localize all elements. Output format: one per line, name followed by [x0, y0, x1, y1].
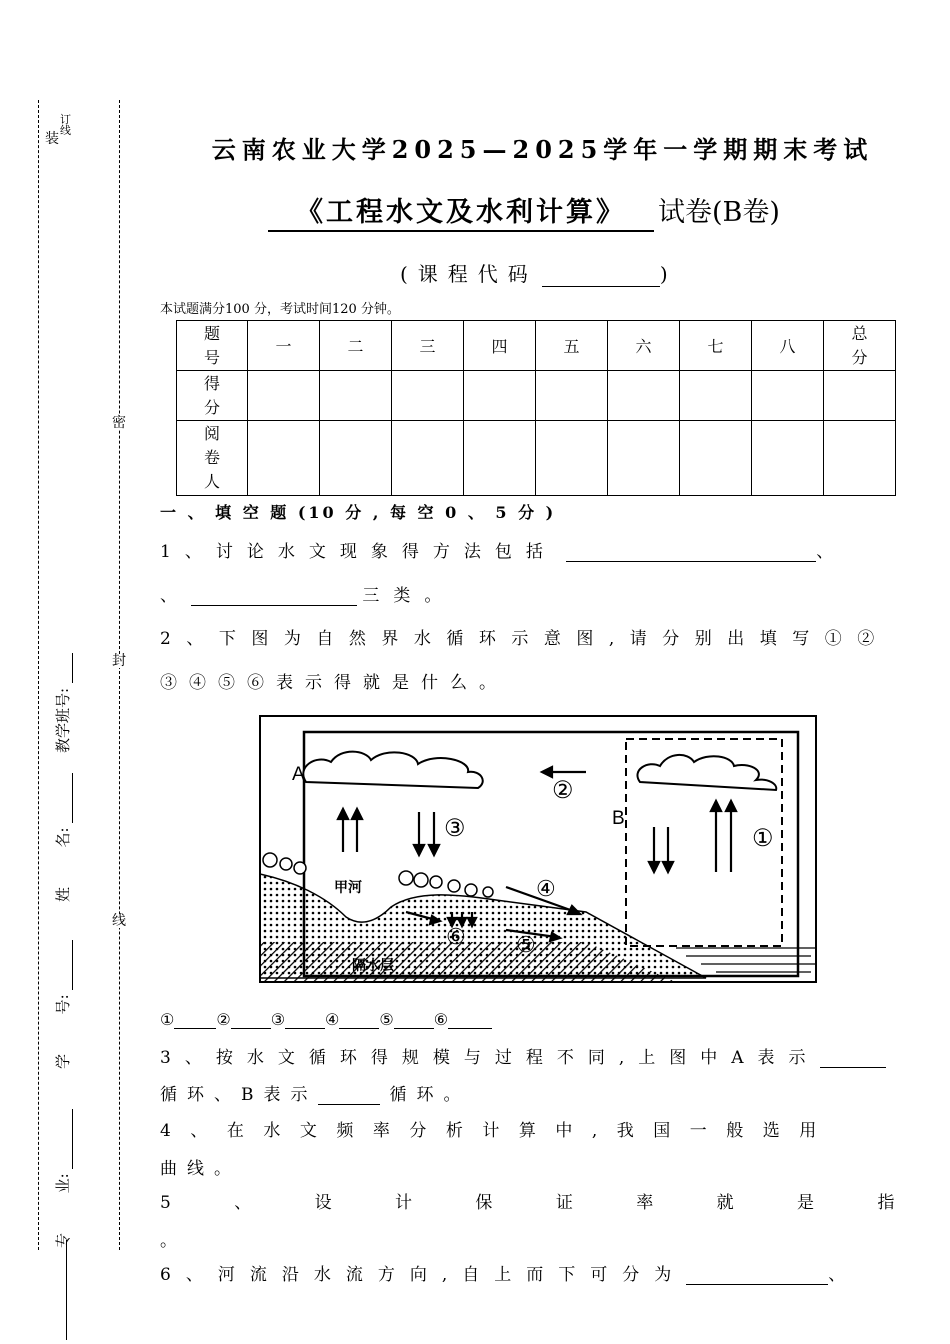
header-cell: 六	[608, 321, 680, 371]
answer-label-3: ③	[270, 1010, 286, 1029]
label-b: B	[612, 808, 625, 829]
grader-cell[interactable]	[392, 421, 464, 496]
q2-line2: ③④⑤⑥表示得就是什么。	[160, 673, 508, 693]
score-header-row	[177, 321, 896, 371]
header-label-total: 总 分	[851, 323, 868, 367]
header-cell: 二	[320, 321, 392, 371]
label-n6: ⑥	[446, 925, 466, 950]
score-cell[interactable]	[608, 371, 680, 421]
q3-line1	[160, 1043, 940, 1068]
field-class: 教学班号:	[54, 687, 72, 754]
grader-cell[interactable]	[680, 421, 752, 496]
score-cell[interactable]	[680, 371, 752, 421]
q5-line1: 5 、 设 计 保 证 率 就 是 指	[160, 1193, 895, 1213]
course-name: 《工程水文及水利计算》	[268, 197, 654, 232]
class-blank[interactable]	[72, 653, 73, 683]
section-heading: 一 、 填 空 题 (10 分 , 每 空 0 、 5 分 )	[160, 503, 557, 522]
q1-end: 三类。	[362, 586, 456, 606]
label-n3: ③	[444, 814, 466, 842]
figure-answer-blanks	[160, 1010, 492, 1029]
q5-line2: 。	[160, 1231, 177, 1251]
q1-blank-1[interactable]	[566, 561, 816, 562]
margin-mi: 密	[112, 415, 126, 431]
answer-blank-1[interactable]	[174, 1028, 216, 1029]
answer-blank-2[interactable]	[231, 1028, 271, 1029]
grader-cell[interactable]	[248, 421, 320, 496]
label-n4: ④	[536, 877, 556, 902]
q6-sep: 、	[828, 1265, 846, 1285]
q3-text3: 循环。	[389, 1085, 471, 1105]
score-cell[interactable]	[320, 371, 392, 421]
paper-label: 试卷(B卷)	[658, 197, 780, 228]
q6-line1	[160, 1260, 845, 1285]
q6-text: 6、河流沿水流方向,自上而下可分为	[160, 1265, 687, 1285]
margin-dingxian: 订线	[60, 113, 71, 137]
header-cell: 三	[392, 321, 464, 371]
score-cell[interactable]	[392, 371, 464, 421]
margin-zhuang: 装	[45, 131, 59, 147]
label-a: A	[292, 764, 305, 785]
header-label-question: 题 号	[203, 323, 220, 367]
major-blank[interactable]	[72, 1109, 73, 1169]
answer-label-1: ①	[160, 1010, 175, 1029]
answer-label-2: ②	[216, 1010, 231, 1029]
answer-blank-3[interactable]	[285, 1028, 325, 1029]
course-code	[400, 258, 668, 287]
grader-row	[177, 421, 896, 496]
q1-sep: 、	[816, 542, 834, 562]
field-name-a: 姓	[54, 887, 72, 903]
row-label-score	[177, 371, 248, 421]
q3-text2: 循环、B表示	[160, 1085, 318, 1105]
answer-label-5: ⑤	[379, 1010, 394, 1029]
answer-blank-5[interactable]	[394, 1028, 434, 1029]
row-label-score-text: 得 分	[203, 373, 220, 417]
q3-blank-1[interactable]	[820, 1067, 886, 1068]
label-n1: ①	[752, 824, 774, 852]
score-cell[interactable]	[464, 371, 536, 421]
q3-text: 3、按水文循环得规模与过程不同,上图中A表示	[160, 1048, 820, 1068]
score-cell[interactable]	[536, 371, 608, 421]
grader-cell[interactable]	[752, 421, 824, 496]
grader-cell[interactable]	[536, 421, 608, 496]
row-label-grader-text: 阅 卷 人	[203, 424, 220, 491]
q1-sep2: 、	[160, 586, 177, 606]
answer-label-6: ⑥	[433, 1010, 449, 1029]
course-code-blank[interactable]	[542, 286, 660, 287]
answer-blank-6[interactable]	[448, 1028, 492, 1029]
header-cell: 四	[464, 321, 536, 371]
exam-title: 云南农业大学2025—2025学年一学期期末考试	[211, 135, 874, 164]
q1-blank-2[interactable]	[191, 605, 357, 606]
grader-cell[interactable]	[464, 421, 536, 496]
water-cycle-figure	[256, 712, 820, 986]
field-major-a: 专	[54, 1232, 72, 1248]
q4-line2: 曲线。	[160, 1159, 241, 1179]
course-code-end: )	[659, 262, 668, 286]
binding-line-right	[119, 100, 120, 1250]
grader-cell[interactable]	[320, 421, 392, 496]
label-n5: ⑤	[516, 933, 536, 958]
label-n2: ②	[552, 776, 574, 804]
score-row	[177, 371, 896, 421]
header-cell: 七	[680, 321, 752, 371]
q3-blank-2[interactable]	[318, 1104, 380, 1105]
binding-line-left	[38, 100, 39, 1250]
header-cell-question	[177, 321, 248, 371]
label-river: 甲河	[334, 880, 362, 896]
field-name-b: 名:	[54, 827, 72, 848]
margin-feng: 封	[112, 653, 126, 669]
grader-cell[interactable]	[608, 421, 680, 496]
score-cell[interactable]	[248, 371, 320, 421]
course-title	[268, 190, 780, 229]
student-info-fields	[52, 628, 76, 1248]
answer-label-4: ④	[325, 1010, 340, 1029]
q6-blank-1[interactable]	[686, 1284, 828, 1285]
row-label-grader	[177, 421, 248, 496]
name-blank[interactable]	[72, 773, 73, 823]
q2-line1: 2、下图为自然界水循环示意图,请分别出填写①②	[160, 629, 890, 649]
score-table	[176, 320, 896, 496]
header-cell-total	[824, 321, 896, 371]
grader-cell[interactable]	[824, 421, 896, 496]
q3-line2	[160, 1080, 471, 1105]
id-blank[interactable]	[72, 940, 73, 990]
score-cell[interactable]	[824, 371, 896, 421]
field-major-b: 业:	[54, 1173, 72, 1194]
header-cell: 八	[752, 321, 824, 371]
q1-line2	[160, 581, 455, 606]
field-id-b: 号:	[54, 994, 72, 1015]
course-code-label: (课程代码	[400, 262, 538, 286]
q4-line1: 4、在水文频率分析计算中,我国一般选用	[160, 1121, 836, 1141]
header-cell: 五	[536, 321, 608, 371]
q1-line1	[160, 537, 920, 562]
q1-text: 1、讨论水文现象得方法包括	[160, 542, 557, 562]
binding-solid-line	[66, 1240, 67, 1340]
exam-note: 本试题满分100 分，考试时间120 分钟。	[160, 302, 400, 317]
label-layer: 隔水层	[352, 958, 394, 974]
header-cell: 一	[248, 321, 320, 371]
cloud-a	[303, 752, 482, 788]
field-id-a: 学	[54, 1054, 72, 1070]
margin-xian: 线	[112, 913, 126, 929]
cloud-b	[637, 755, 776, 790]
answer-blank-4[interactable]	[339, 1028, 379, 1029]
score-cell[interactable]	[752, 371, 824, 421]
